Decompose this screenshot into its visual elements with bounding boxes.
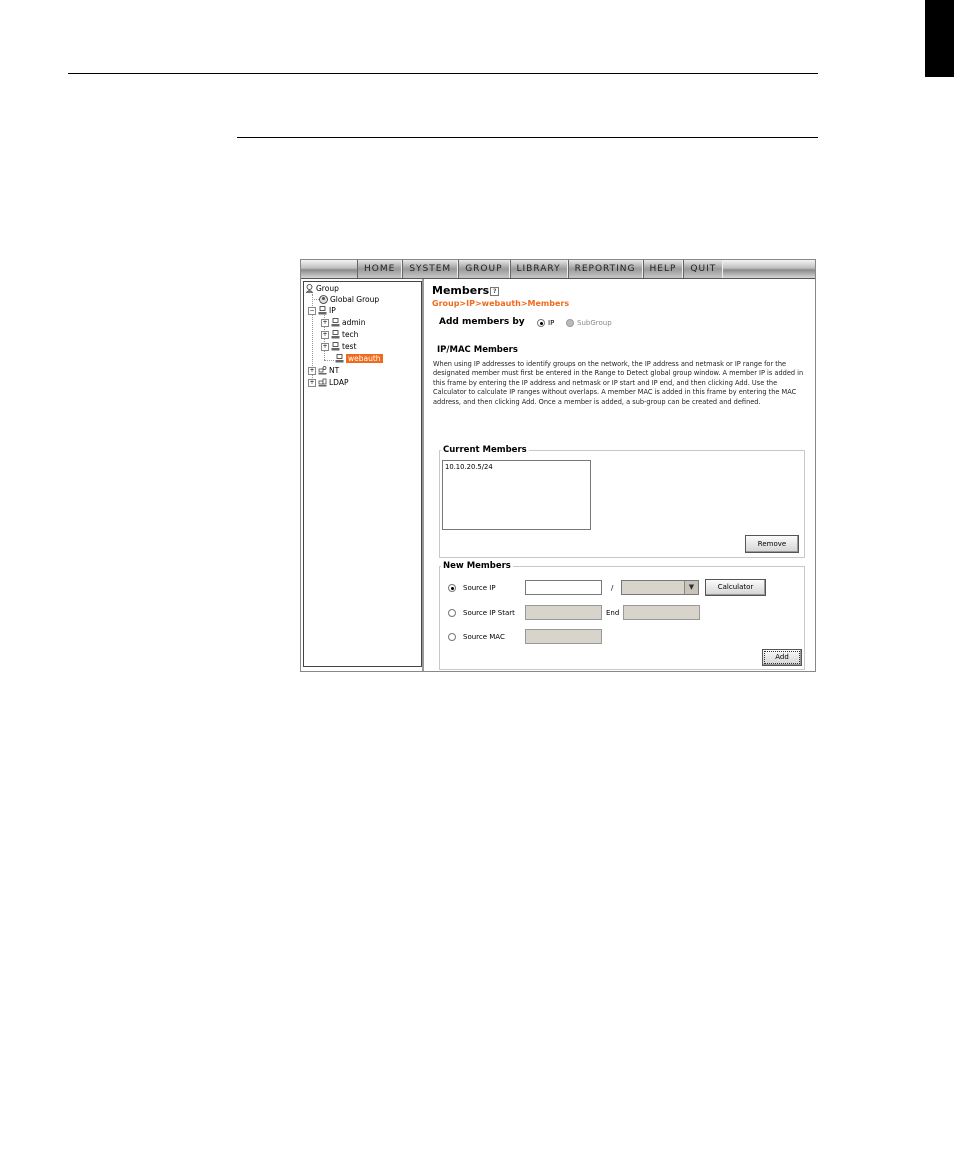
menu-quit[interactable]: QUIT	[683, 260, 723, 278]
network-icon	[331, 342, 340, 351]
source-ip-end-input[interactable]	[623, 605, 700, 620]
add-by-ip-option[interactable]	[537, 319, 554, 327]
calculator-button[interactable]: Calculator	[705, 579, 766, 596]
tree-node-global-group[interactable]	[319, 294, 379, 305]
expand-icon[interactable]: +	[322, 318, 328, 326]
page-title	[432, 284, 499, 297]
tree-node-group[interactable]	[305, 283, 339, 294]
current-members-group	[439, 445, 805, 558]
source-ip-start-label: Source IP Start	[463, 609, 515, 617]
tree-node-nt[interactable]	[308, 365, 339, 376]
ipmac-description: When using IP addresses to identify groups on the network, the IP address and netmask or IP range for the designated member must first be entered in the Range to Detect global group window. A member IP is added in this frame by entering the IP address and netmask or IP start and IP end, and then clicking Add. Use the Calculator to calculate IP ranges without overlaps. A member MAC is added in this frame by entering the MAC address, and then clicking Add. Once a member is added, a sub-group can be created and defined.	[433, 360, 804, 406]
menu-bar	[301, 260, 815, 279]
list-item[interactable]: 10.10.20.5/24	[445, 463, 493, 471]
expand-icon[interactable]: +	[309, 378, 315, 386]
page-top-rule	[68, 73, 818, 74]
tree-label-tech: tech	[342, 330, 359, 339]
radio-source-mac[interactable]	[448, 633, 456, 641]
tree-node-test[interactable]	[321, 341, 356, 352]
tree-line	[312, 299, 319, 300]
radio-source-ip[interactable]	[448, 584, 456, 592]
network-icon	[335, 354, 344, 363]
tree-line	[324, 360, 334, 361]
end-label: End	[606, 609, 620, 617]
app-window	[300, 259, 816, 672]
add-by-ip-label: IP	[548, 319, 555, 327]
network-icon	[331, 330, 340, 339]
ldap-icon	[318, 378, 327, 387]
chevron-down-icon[interactable]: ▼	[684, 581, 698, 594]
tree-label-group: Group	[316, 284, 339, 293]
ipmac-members-title: IP/MAC Members	[437, 345, 518, 355]
radio-source-ip-start[interactable]	[448, 609, 456, 617]
network-icon	[331, 318, 340, 327]
breadcrumb: Group>IP>webauth>Members	[432, 299, 570, 308]
group-root-icon	[305, 284, 314, 293]
tree-label-ldap: LDAP	[329, 378, 349, 387]
netmask-select[interactable]	[621, 580, 699, 595]
tree-node-ldap[interactable]	[308, 377, 348, 388]
collapse-icon[interactable]: −	[309, 306, 315, 314]
network-icon	[318, 306, 327, 315]
tree-label-global-group: Global Group	[330, 295, 380, 304]
add-members-by-label: Add members by	[439, 317, 525, 327]
menu-help[interactable]: HELP	[643, 260, 684, 278]
tree-node-ip[interactable]	[308, 305, 336, 316]
section-rule	[237, 137, 818, 138]
members-content	[427, 279, 813, 671]
source-ip-start-input[interactable]	[525, 605, 602, 620]
radio-add-by-subgroup[interactable]	[566, 319, 574, 327]
nt-domain-icon	[318, 366, 327, 375]
source-mac-label: Source MAC	[463, 633, 505, 641]
group-tree	[303, 281, 422, 667]
new-members-title: New Members	[443, 561, 511, 571]
expand-icon[interactable]: +	[322, 342, 328, 350]
help-icon[interactable]: ?	[490, 287, 499, 296]
source-ip-label: Source IP	[463, 584, 496, 592]
current-members-list[interactable]	[442, 460, 591, 530]
menu-reporting[interactable]: REPORTING	[568, 260, 643, 278]
tree-node-tech[interactable]	[321, 329, 358, 340]
add-by-subgroup-label: SubGroup	[577, 319, 612, 327]
tree-node-webauth[interactable]	[335, 353, 383, 364]
tree-label-ip: IP	[329, 306, 336, 315]
add-button[interactable]: Add	[762, 649, 802, 666]
page-edge-tab	[925, 0, 954, 77]
radio-add-by-ip[interactable]	[537, 319, 545, 327]
menu-home[interactable]: HOME	[357, 260, 402, 278]
globe-icon	[319, 295, 328, 304]
tree-label-webauth: webauth	[348, 354, 381, 363]
menu-system[interactable]: SYSTEM	[402, 260, 458, 278]
menu-group[interactable]: GROUP	[458, 260, 509, 278]
source-ip-input[interactable]	[525, 580, 602, 595]
page-title-text: Members	[432, 284, 490, 297]
menu-items	[357, 260, 723, 278]
new-members-group	[439, 561, 805, 670]
expand-icon[interactable]: +	[322, 330, 328, 338]
add-by-subgroup-option[interactable]	[566, 319, 612, 327]
tree-label-admin: admin	[342, 318, 366, 327]
source-mac-input[interactable]	[525, 629, 602, 644]
tree-label-test: test	[342, 342, 357, 351]
netmask-slash: /	[611, 584, 614, 592]
tree-node-admin[interactable]	[321, 317, 366, 328]
remove-button[interactable]: Remove	[745, 535, 799, 553]
group-tree-panel	[301, 279, 424, 671]
expand-icon[interactable]: +	[309, 366, 315, 374]
current-members-title: Current Members	[443, 445, 527, 455]
menu-library[interactable]: LIBRARY	[510, 260, 568, 278]
tree-label-nt: NT	[329, 366, 340, 375]
